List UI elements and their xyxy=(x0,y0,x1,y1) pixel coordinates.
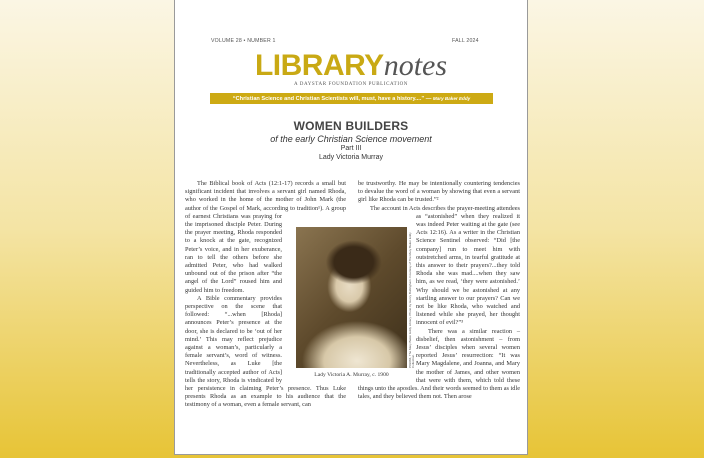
quote-banner xyxy=(210,93,493,104)
body-paragraph: A Bible commentary provides perspective on the scene that followed: “...when [Rhoda] announces Peter’s presence at the door, she is declared to be ‘out of her mind.’ This may reflect prejudice against a woman’s, particularly a female servant’s, word of witness. Nevertheless, as Luke [the traditionally accepted author of Acts] tells the story, Rhoda is vindicated by her persistence in claiming Peter’s presence. Thus Luke presents Rhoda as an example to his audience that the testimony of a woman, even a female servant, can xyxy=(185,294,346,409)
article-part: Part III xyxy=(340,145,362,152)
body-paragraph: The account in Acts describes the prayer-meeting attendees as “astonished” when they realized it was indeed Peter waiting at the gate (see Acts 12:16). As a writer in the Christian Science Sentinel observed: “Did [the company] run to meet him with outstretched arms, in tearful gratitude at this answer to their prayers?...they told Rhoda she was mad....when they saw him, as we read, ‘they were astonished.’ Why should we be astonished at any startling answer to our prayers? Can we not be like Rhoda, who watched and listened while she prayed, her thought innocent of evil?”³ xyxy=(370,204,520,327)
photo-caption: Lady Victoria A. Murray, c. 1900 xyxy=(314,372,389,378)
library-notes-logo xyxy=(174,51,528,81)
article-title: WOMEN BUILDERS xyxy=(293,119,409,133)
volume-number: VOLUME 28 • NUMBER 1 xyxy=(211,38,276,44)
body-paragraph: The Biblical book of Acts (12:1-17) records a small but significant incident that involves a servant girl named Rhoda, who worked in the home of the mother of John Mark (the author of the Gospel of Mark, according to tradition¹). A group of earnest Christians was praying for the imprisoned disciple Peter. During the prayer meeting, Rhoda responded to a knock at the gate, recognized Peter’s voice, and in her exuberance, ran to tell the others before she admitted Peter, who had walked unbound out of the prison after “the angel of the Lord” roused him and guided him to freedom. xyxy=(185,180,346,294)
portrait-photo xyxy=(296,227,407,368)
publication-subtitle: A DAYSTAR FOUNDATION PUBLICATION xyxy=(293,82,409,87)
article-subtitle: of the early Christian Science movement xyxy=(270,134,432,144)
body-paragraph: be trustworthy. He may be intentionally countering tendencies to devalue the word of a woman by showing that even a servant girl like Rhoda can be trusted.”² xyxy=(358,180,520,204)
body-paragraph: There was a similar reaction – disbelief, then astonishment – from Jesus’ disciples when several women reported Jesus’ resurrection: “It was Mary Magdalene, and Joanna, and Mary the mother of James, and other women that were with them, which told these things unto the apostles. And their words seemed to them as idle tales, and they believed them not. Then arose xyxy=(358,327,520,401)
quote-text: “Christian Science and Christian Scientists will, must, have a history....” — xyxy=(232,96,432,102)
photo-credit: P03084, The Mary Baker Eddy Library. Photo by Henry Bullingham. Courtesy of The Mary Baker Eddy Collection. xyxy=(408,232,416,368)
issue-season: FALL 2024 xyxy=(452,38,479,44)
article-subject: Lady Victoria Murray xyxy=(318,154,384,161)
logo-library: LIBRARY xyxy=(254,49,384,82)
quote-author: Mary Baker Eddy xyxy=(432,96,471,101)
logo-notes: notes xyxy=(383,49,448,82)
